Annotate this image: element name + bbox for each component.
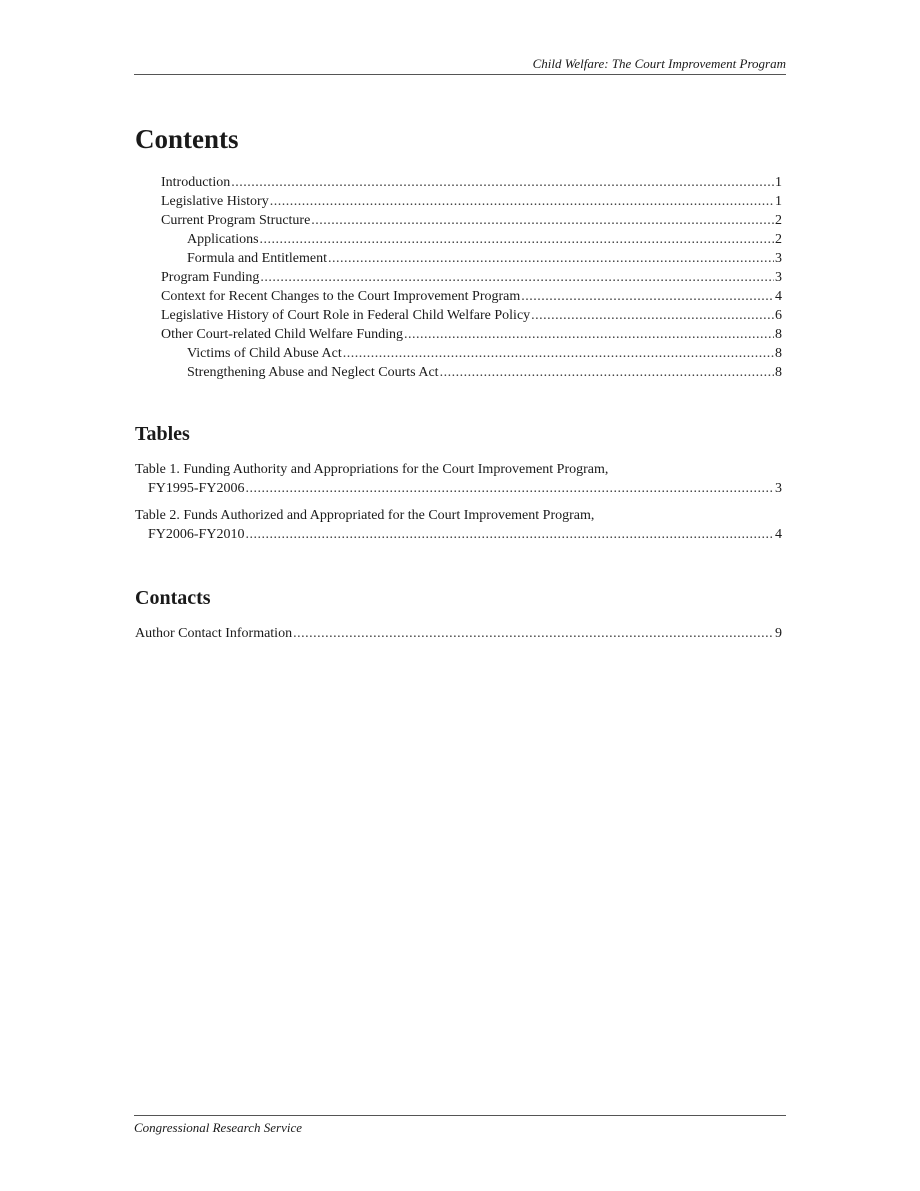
toc-entry-page: 4 — [775, 289, 782, 304]
contact-entry[interactable] — [135, 624, 782, 643]
table-entry-title: Table 1. Funding Authority and Appropriations for the Court Improvement Program, — [135, 462, 609, 477]
leader-dots — [311, 211, 774, 230]
table-entry-continuation — [148, 479, 782, 498]
toc-subentry[interactable] — [187, 344, 782, 363]
table-entry-continuation — [148, 525, 782, 544]
contents-heading: Contents — [135, 124, 239, 154]
toc-entry-page: 8 — [775, 365, 782, 380]
leader-dots — [404, 325, 774, 344]
toc-entry-title: Current Program Structure — [161, 213, 311, 228]
table-entry-page: 4 — [775, 527, 782, 542]
toc-entry-title: Introduction — [161, 175, 231, 190]
toc-entry-title: Context for Recent Changes to the Court Improvement Program — [161, 289, 521, 304]
toc-entry-title: Victims of Child Abuse Act — [187, 346, 342, 361]
leader-dots — [328, 249, 774, 268]
toc-entry-page: 1 — [775, 194, 782, 209]
toc-entry-page: 3 — [775, 251, 782, 266]
table-entry-title: Table 2. Funds Authorized and Appropriated for the Court Improvement Program, — [135, 508, 595, 523]
toc-entry-title: Applications — [187, 232, 259, 247]
toc-entry-title: Program Funding — [161, 270, 260, 285]
table-entry-range: FY2006-FY2010 — [148, 527, 245, 542]
footer-text: Congressional Research Service — [134, 1120, 302, 1135]
leader-dots — [531, 306, 774, 325]
toc-entry[interactable] — [161, 192, 782, 211]
tables-heading: Tables — [135, 423, 190, 445]
leader-dots — [231, 173, 774, 192]
leader-dots — [260, 230, 774, 249]
contacts-heading: Contacts — [135, 587, 211, 609]
toc-entry[interactable] — [161, 268, 782, 287]
toc-entry-page: 1 — [775, 175, 782, 190]
table-entry[interactable] — [135, 506, 782, 544]
leader-dots — [521, 287, 774, 306]
toc-entry-page: 8 — [775, 327, 782, 342]
leader-dots — [245, 479, 774, 498]
running-title: Child Welfare: The Court Improvement Program — [532, 56, 786, 71]
contact-entry-page: 9 — [775, 626, 782, 641]
toc-entry[interactable] — [161, 306, 782, 325]
toc-entry[interactable] — [161, 173, 782, 192]
leader-dots — [270, 192, 774, 211]
toc-entry-title: Legislative History of Court Role in Federal Child Welfare Policy — [161, 308, 531, 323]
page-footer — [134, 1115, 786, 1136]
table-entry-page: 3 — [775, 481, 782, 496]
toc-entry-title: Formula and Entitlement — [187, 251, 327, 266]
toc-entry[interactable] — [161, 287, 782, 306]
leader-dots — [293, 624, 774, 643]
leader-dots — [260, 268, 774, 287]
toc-entry-page: 2 — [775, 232, 782, 247]
toc-entry-title: Other Court-related Child Welfare Funding — [161, 327, 403, 342]
table-entry-range: FY1995-FY2006 — [148, 481, 245, 496]
toc-entry-page: 8 — [775, 346, 782, 361]
toc-entry-page: 2 — [775, 213, 782, 228]
toc-entry-title: Strengthening Abuse and Neglect Courts Act — [187, 365, 439, 380]
toc-entry-page: 3 — [775, 270, 782, 285]
contact-entry-title: Author Contact Information — [135, 626, 293, 641]
toc-entry[interactable] — [161, 211, 782, 230]
toc-entry[interactable] — [161, 325, 782, 344]
leader-dots — [440, 363, 774, 382]
toc-subentry[interactable] — [187, 363, 782, 382]
running-header — [134, 56, 786, 75]
table-entry[interactable] — [135, 460, 782, 498]
toc-subentry[interactable] — [187, 230, 782, 249]
leader-dots — [245, 525, 774, 544]
toc-entry-page: 6 — [775, 308, 782, 323]
toc-entry-title: Legislative History — [161, 194, 269, 209]
toc-subentry[interactable] — [187, 249, 782, 268]
leader-dots — [343, 344, 774, 363]
